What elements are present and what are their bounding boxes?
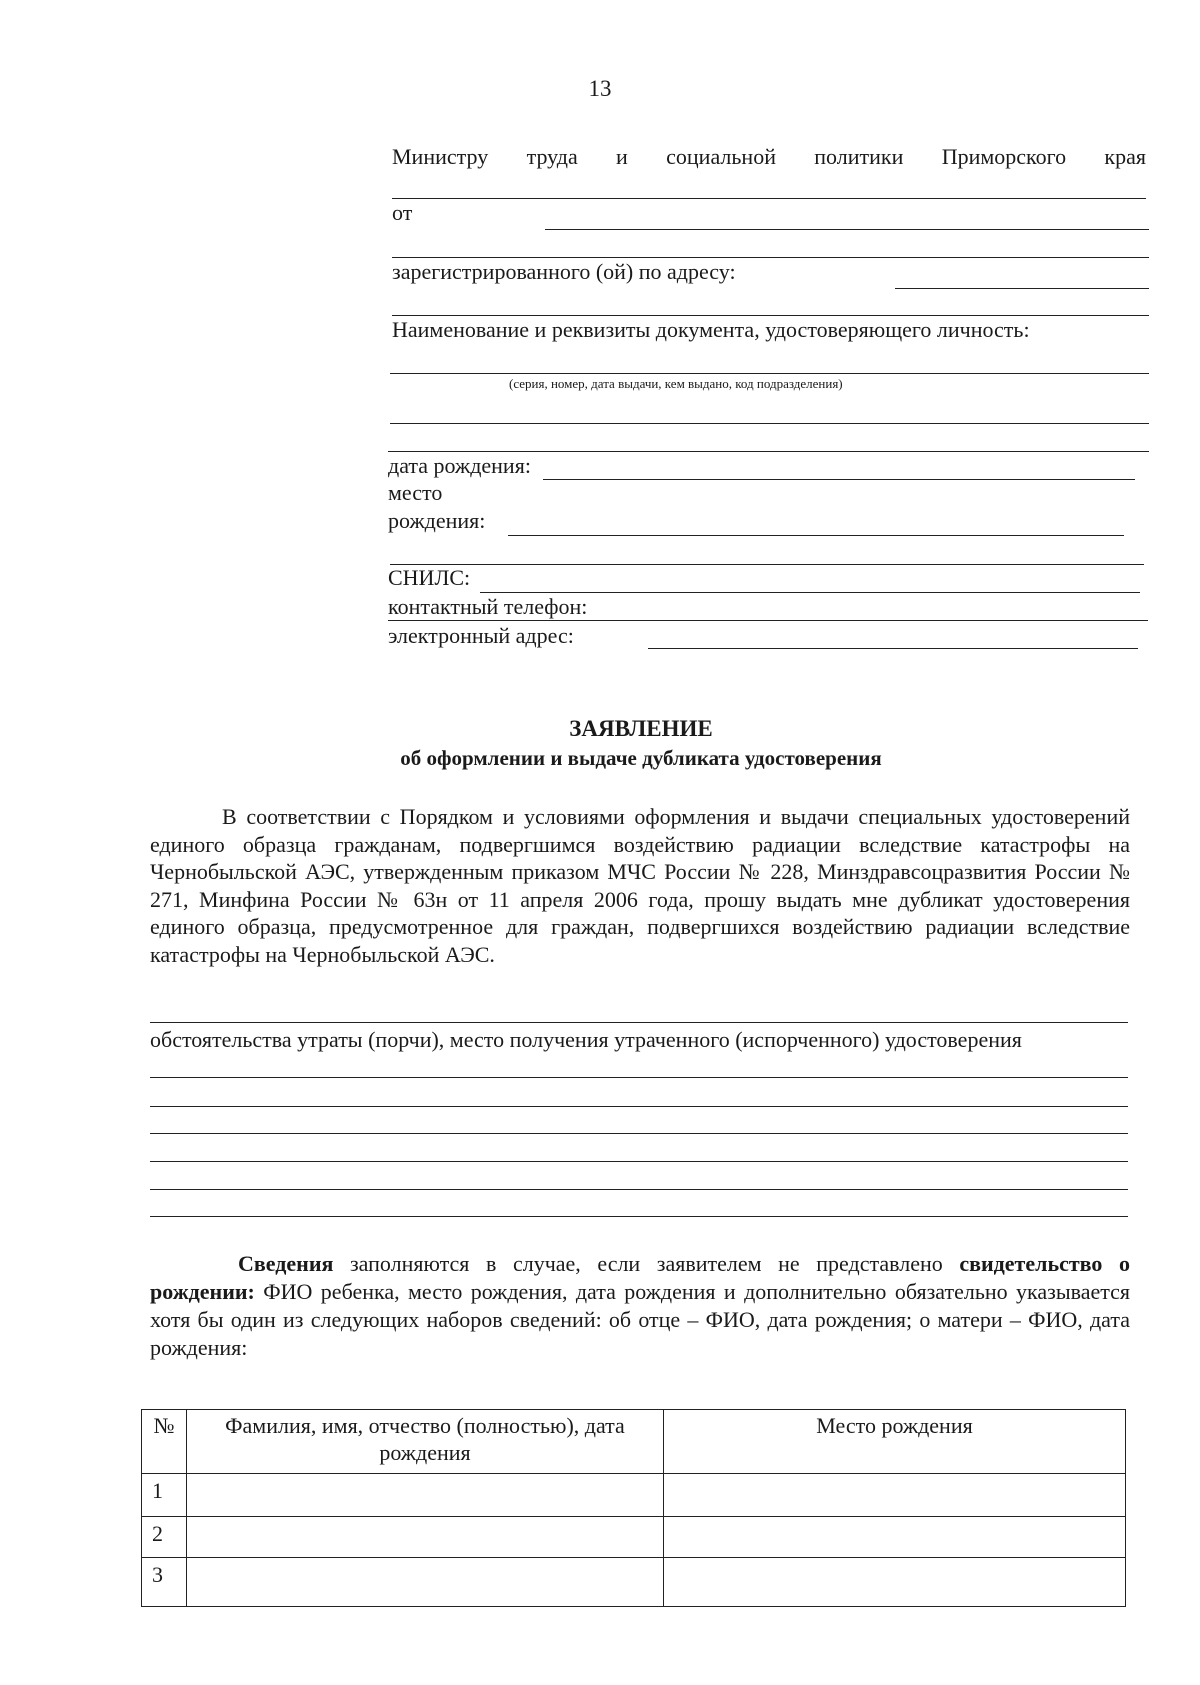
addressee-word: Министру: [392, 144, 489, 169]
phone-label: контактный телефон:: [388, 594, 588, 619]
addressee-word: Приморского: [941, 144, 1067, 169]
statement-subtitle: об оформлении и выдаче дубликата удостоверения: [400, 746, 882, 770]
loss-blank-line-2[interactable]: [150, 1106, 1128, 1107]
addressee-word: труда: [526, 144, 578, 169]
snils-blank-line[interactable]: [480, 592, 1140, 593]
id-document-blank-line-3[interactable]: [388, 451, 1149, 452]
addressee-blank-line[interactable]: [392, 198, 1146, 199]
table-cell-name[interactable]: [187, 1517, 664, 1558]
table-header-place: Место рождения: [664, 1410, 1126, 1474]
table-cell-name[interactable]: [187, 1474, 664, 1517]
addressee-line: [392, 144, 1146, 170]
statement-title: ЗАЯВЛЕНИЕ: [569, 716, 713, 741]
address-blank-line[interactable]: [895, 288, 1149, 289]
table-header-row: [142, 1410, 1126, 1474]
birth-place-label-2: рождения:: [388, 508, 486, 533]
snils-label: СНИЛС:: [388, 565, 471, 590]
birth-place-blank-line[interactable]: [508, 535, 1124, 536]
table-row: [142, 1517, 1126, 1558]
table-header-num: №: [142, 1410, 187, 1474]
page-number: 13: [588, 76, 612, 101]
statement-body-text: В соответствии с Порядком и условиями оформления и выдачи специальных удостоверений единого образца гражданам, подвергшимся воздействию радиации вследствие катастрофы на Чернобыльской АЭС, утвержденным приказом МЧС России № 228, Минздравсоцразвития России № 271, Минфина России № 63н от 11 апреля 2006 года, прошу выдать мне дубликат удостоверения единого образца, предусмотренное для граждан, подвергшихся воздействию радиации вследствие катастрофы на Чернобыльской АЭС.: [150, 804, 1130, 967]
info-bold-2: свидетельство о рождении:: [150, 1251, 1130, 1304]
email-label: электронный адрес:: [388, 623, 574, 648]
addressee-word: политики: [814, 144, 904, 169]
info-bold-1: Сведения: [238, 1251, 334, 1276]
table-cell-name[interactable]: [187, 1558, 664, 1607]
id-document-label: Наименование и реквизиты документа, удостоверяющего личность:: [392, 317, 1030, 342]
table-row: [142, 1474, 1126, 1517]
addressee-word: и: [616, 144, 628, 169]
loss-circumstances-label: обстоятельства утраты (порчи), место получения утраченного (испорченного) удостоверения: [150, 1027, 1022, 1052]
birth-place-blank-line-2[interactable]: [390, 564, 1144, 565]
table-cell-place[interactable]: [664, 1517, 1126, 1558]
id-document-blank-line-2[interactable]: [390, 423, 1149, 424]
loss-blank-line-5[interactable]: [150, 1189, 1128, 1190]
from-label: от: [392, 200, 413, 225]
loss-blank-line-6[interactable]: [150, 1216, 1128, 1217]
table-cell-num: 2: [142, 1517, 187, 1558]
birth-date-blank-line[interactable]: [543, 479, 1135, 480]
table-cell-num: 1: [142, 1474, 187, 1517]
address-blank-line-2[interactable]: [392, 315, 1149, 316]
info-text-1: заполняются в случае, если заявителем не представлено: [333, 1251, 960, 1276]
table-cell-place[interactable]: [664, 1474, 1126, 1517]
birth-place-label-1: место: [388, 480, 443, 505]
table-cell-place[interactable]: [664, 1558, 1126, 1607]
registered-address-label: зарегистрированного (ой) по адресу:: [392, 259, 736, 284]
table-row: [142, 1558, 1126, 1607]
from-blank-line[interactable]: [545, 229, 1149, 230]
birth-date-label: дата рождения:: [388, 453, 531, 478]
email-blank-line[interactable]: [648, 648, 1138, 649]
children-table: [141, 1409, 1126, 1607]
from-blank-line-2[interactable]: [392, 257, 1149, 258]
loss-blank-line-1[interactable]: [150, 1077, 1128, 1078]
addressee-word: социальной: [666, 144, 776, 169]
id-document-hint: (серия, номер, дата выдачи, кем выдано, код подразделения): [509, 376, 843, 391]
loss-blank-line[interactable]: [150, 1022, 1128, 1023]
table-header-name: Фамилия, имя, отчество (полностью), дата рождения: [187, 1410, 664, 1474]
loss-blank-line-4[interactable]: [150, 1161, 1128, 1162]
id-document-blank-line[interactable]: [390, 373, 1149, 374]
statement-body: [150, 803, 1130, 968]
birth-info-paragraph: [150, 1250, 1130, 1362]
loss-blank-line-3[interactable]: [150, 1133, 1128, 1134]
addressee-word: края: [1104, 144, 1146, 169]
phone-blank-line[interactable]: [388, 620, 1148, 621]
table-cell-num: 3: [142, 1558, 187, 1607]
info-text-2: ФИО ребенка, место рождения, дата рождения и дополнительно обязательно указывается хотя бы один из следующих наборов сведений: об отце – ФИО, дата рождения; о матери – ФИО, дата рождения:: [150, 1279, 1130, 1360]
